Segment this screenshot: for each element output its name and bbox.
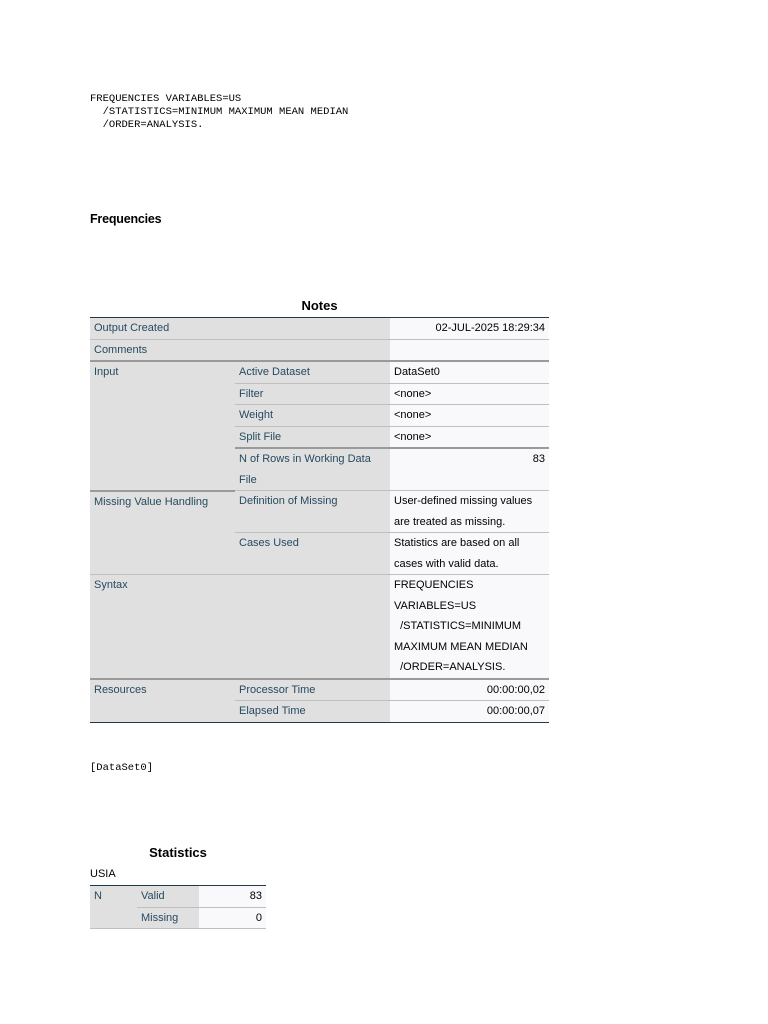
statistics-variable-label: USIA bbox=[90, 868, 116, 880]
filter-value: <none> bbox=[390, 383, 549, 405]
elapsed-time-label: Elapsed Time bbox=[235, 701, 390, 723]
section-heading: Frequencies bbox=[90, 212, 162, 226]
processor-time-value: 00:00:00,02 bbox=[390, 679, 549, 701]
output-created-value: 02-JUL-2025 18:29:34 bbox=[390, 318, 549, 340]
split-file-value: <none> bbox=[390, 426, 549, 448]
notes-row-definition-missing bbox=[90, 491, 549, 533]
processor-time-label: Processor Time bbox=[235, 679, 390, 701]
valid-value: 83 bbox=[199, 886, 266, 908]
syntax-block bbox=[90, 93, 348, 132]
notes-row-output-created bbox=[90, 318, 549, 340]
notes-title: Notes bbox=[301, 298, 338, 313]
syntax-line: /ORDER=ANALYSIS. bbox=[90, 119, 204, 131]
filter-label: Filter bbox=[235, 383, 390, 405]
weight-label: Weight bbox=[235, 405, 390, 427]
missing-label: Missing bbox=[137, 907, 199, 929]
split-file-label: Split File bbox=[235, 426, 390, 448]
syntax-line: FREQUENCIES VARIABLES=US bbox=[90, 93, 242, 105]
notes-row-active-dataset bbox=[90, 361, 549, 383]
elapsed-time-value: 00:00:00,07 bbox=[390, 701, 549, 723]
definition-missing-value: User-defined missing values are treated as missing. bbox=[390, 491, 549, 533]
missing-handling-label: Missing Value Handling bbox=[90, 491, 235, 575]
n-rows-value: 83 bbox=[390, 448, 549, 491]
active-dataset-label: Active Dataset bbox=[235, 361, 390, 383]
active-dataset-value: DataSet0 bbox=[390, 361, 549, 383]
valid-label: Valid bbox=[137, 886, 199, 908]
syntax-value: FREQUENCIES VARIABLES=US /STATISTICS=MINIMUM MAXIMUM MEAN MEDIAN /ORDER=ANALYSIS. bbox=[390, 575, 549, 679]
resources-label: Resources bbox=[90, 679, 235, 723]
n-rows-label: N of Rows in Working Data File bbox=[235, 448, 390, 491]
notes-row-processor-time bbox=[90, 679, 549, 701]
input-label: Input bbox=[90, 361, 235, 491]
statistics-table bbox=[90, 885, 266, 929]
statistics-title: Statistics bbox=[149, 845, 207, 860]
n-label: N bbox=[90, 886, 137, 929]
syntax-line: /STATISTICS=MINIMUM MAXIMUM MEAN MEDIAN bbox=[90, 106, 349, 118]
comments-label: Comments bbox=[90, 339, 390, 361]
cases-used-value: Statistics are based on all cases with valid data. bbox=[390, 533, 549, 575]
weight-value: <none> bbox=[390, 405, 549, 427]
notes-table bbox=[90, 317, 549, 723]
definition-missing-label: Definition of Missing bbox=[235, 491, 390, 533]
dataset-tag: [DataSet0] bbox=[90, 762, 154, 774]
output-created-label: Output Created bbox=[90, 318, 390, 340]
cases-used-label: Cases Used bbox=[235, 533, 390, 575]
notes-row-comments bbox=[90, 339, 549, 361]
syntax-label: Syntax bbox=[90, 575, 390, 679]
missing-value: 0 bbox=[199, 907, 266, 929]
statistics-row-valid bbox=[90, 886, 266, 908]
comments-value bbox=[390, 339, 549, 361]
notes-row-syntax bbox=[90, 575, 549, 679]
